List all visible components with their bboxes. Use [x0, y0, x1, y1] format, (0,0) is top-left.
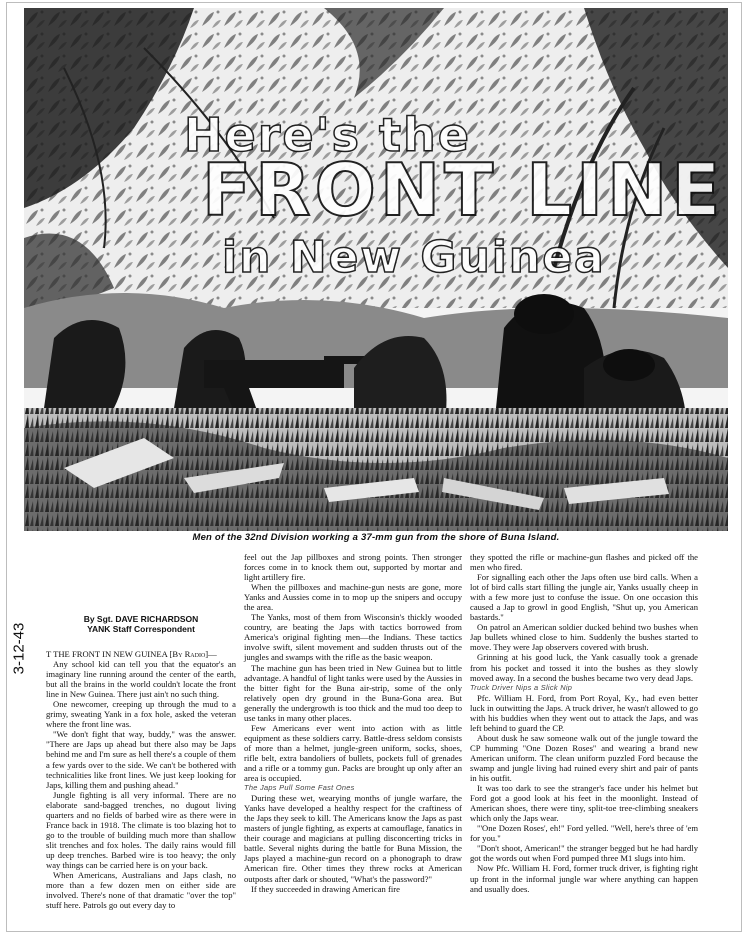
dateline: T THE FRONT IN NEW GUINEA [By Radio]— — [46, 649, 217, 659]
paragraph: "Don't shoot, American!" the stranger begged but he had hardly got the words out when Ford pumped three M1 slugs into him. — [470, 843, 698, 864]
paragraph: When the pillboxes and machine-gun nests are gone, more Yanks and Aussies come in to mop up the snipers and occupy the area. — [244, 582, 462, 613]
paragraph: feel out the Jap pillboxes and strong points. Then stronger forces come in to knock them out, supported by mortar and light artillery fire. — [244, 552, 462, 583]
paragraph: Now Pfc. William H. Ford, former truck driver, is fighting right up front in the informal jungle war where anything can happen and usually does. — [470, 863, 698, 894]
subheading: The Japs Pull Some Fast Ones — [244, 783, 355, 793]
paragraph: When Americans, Australians and Japs clash, no more than a few dozen men on either side are involved. There's none of that dramatic "over the top" stuff here. Patrols go out every day to — [46, 870, 236, 911]
byline — [46, 614, 236, 634]
paragraph: "'One Dozen Roses', eh!" Ford yelled. "Well, here's three of 'em for you." — [470, 823, 698, 844]
paragraph: Few Americans ever went into action with as little equipment as these soldiers carry. Battle-dress seldom consists of more than a helmet, jungle-green uniform, socks, shoes, rifle belt, extra bandoliers of bullets, pockets full of grenades and a rifle or a tommy gun. Packs are brought up only after an area is occupied. — [244, 722, 462, 784]
paragraph: For signalling each other the Japs often use bird calls. When a lot of bird calls start filling the jungle air, Yanks usually cheep in with a few more just to confuse the issue. On one occasion this caused a Jap to growl in good English, "Shut up, you American bastards." — [470, 572, 698, 623]
date-stamp-text: 3-12-43 — [10, 622, 28, 675]
byline-name: By Sgt. DAVE RICHARDSON — [83, 614, 199, 624]
paragraph: Grinning at his good luck, the Yank casually took a grenade from his pocket and tossed it into the bushes as they slowly moved away. In a second the bushes became two very dead Japs. — [470, 652, 698, 683]
paragraph: It was too dark to see the stranger's face under his helmet but Ford got a good look at his feet in the moonlight. Instead of American shoes, there were tiny, split-toe tree-climbing sneakers which only the Japs wear. — [470, 783, 698, 824]
paragraph: On patrol an American soldier ducked behind two bushes when Jap bullets whined close to him. Suddenly the bushes started to move. They were Jap observers covered with brush. — [470, 622, 698, 653]
headline-line-2: FRONT LINE — [202, 148, 725, 232]
paragraph: they spotted the rifle or machine-gun flashes and picked off the men who fired. — [470, 552, 698, 573]
paragraph: The machine gun has been tried in New Guinea but to little advantage. A handful of light tanks were used by the Aussies in the bitter fight for the Buna air-strip, some of the only relatively open dry ground in the Buna-Gona area. But generally the undergrowth is too thick and the mud too deep to use tanks in many other places. — [244, 662, 462, 723]
paragraph: Any school kid can tell you that the equator's an imaginary line running around the center of the earth, but all the brains in the world couldn't locate the front line in New Guinea. There just ain't no such thing. — [46, 659, 236, 700]
date-stamp — [4, 600, 30, 710]
photograph — [24, 8, 728, 531]
paragraph: "We don't fight that way, buddy," was the answer. "There are Japs up ahead but there also may be Japs behind me and I'm sure as hell there's a couple of them a few yards over to the side. We can't be bothered with technicalities like front lines. We just keep looking for Japs, killing them and pushing ahead." — [46, 729, 236, 790]
article-column-3 — [470, 552, 698, 894]
photo-caption: Men of the 32nd Division working a 37-mm gun from the shore of Buna Island. — [192, 532, 560, 543]
headline-line-1: Here's the — [184, 108, 471, 162]
byline-role: YANK Staff Correspondent — [87, 624, 195, 634]
article-column-2 — [244, 552, 462, 894]
paragraph: One newcomer, creeping up through the mud to a grimy, sweating Yank in a fox hole, asked the veteran where the front line was. — [46, 699, 236, 730]
headline — [24, 8, 728, 283]
paragraph: The Yanks, most of them from Wisconsin's thickly wooded country, are beating the Japs with tactics borrowed from America's original fighting men—the Indians. These tactics involve swift, silent movement and sudden thrusts out of the jungles and swamps with the rifle as the basic weapon. — [244, 612, 462, 663]
headline-line-3: in New Guinea — [222, 232, 606, 283]
paragraph: About dusk he saw someone walk out of the jungle toward the CP humming "One Dozen Roses" and wearing a brand new American uniform. The clean uniform puzzled Ford because the swamp and jungle living had ruined every shirt and pair of pants in his outfit. — [470, 732, 698, 784]
paragraph: During these wet, wearying months of jungle warfare, the Yanks have developed a healthy respect for the craftiness of the Japs they seek to kill. The Americans know the Japs as past masters of jungle fighting, as experts at camouflage, fanatics in their courage and magicians at pulling disconcerting tricks in battle. Several nights during the battle for Buna Mission, the Japs played a machine-gun record on a phonograph to draw American fire. Other times they threw rocks at American outposts after dark or shouted, "What's the password?" — [244, 793, 462, 884]
article-column-1 — [46, 649, 236, 910]
paragraph: Pfc. William H. Ford, from Port Royal, Ky., had even better luck in outwitting the Japs. A truck driver, he wasn't allowed to go with his buddies when they went out to attack the Japs, and was left behind to guard the CP. — [470, 692, 698, 733]
subheading: Truck Driver Nips a Slick Nip — [470, 682, 573, 692]
paragraph: If they succeeded in drawing American fire — [251, 883, 400, 894]
paragraph: Jungle fighting is all very informal. There are no elaborate sand-bagged trenches, no dugout living quarters and no fields of barbed wire as there were in France back in 1918. The climate is too blazing hot to go to the trouble of building much more than shallow slit trenches and fox holes. The daily rains would fill up deep trenches. Barbed wire is too heavy; the only way things can be carried here is on your back. — [46, 789, 236, 870]
